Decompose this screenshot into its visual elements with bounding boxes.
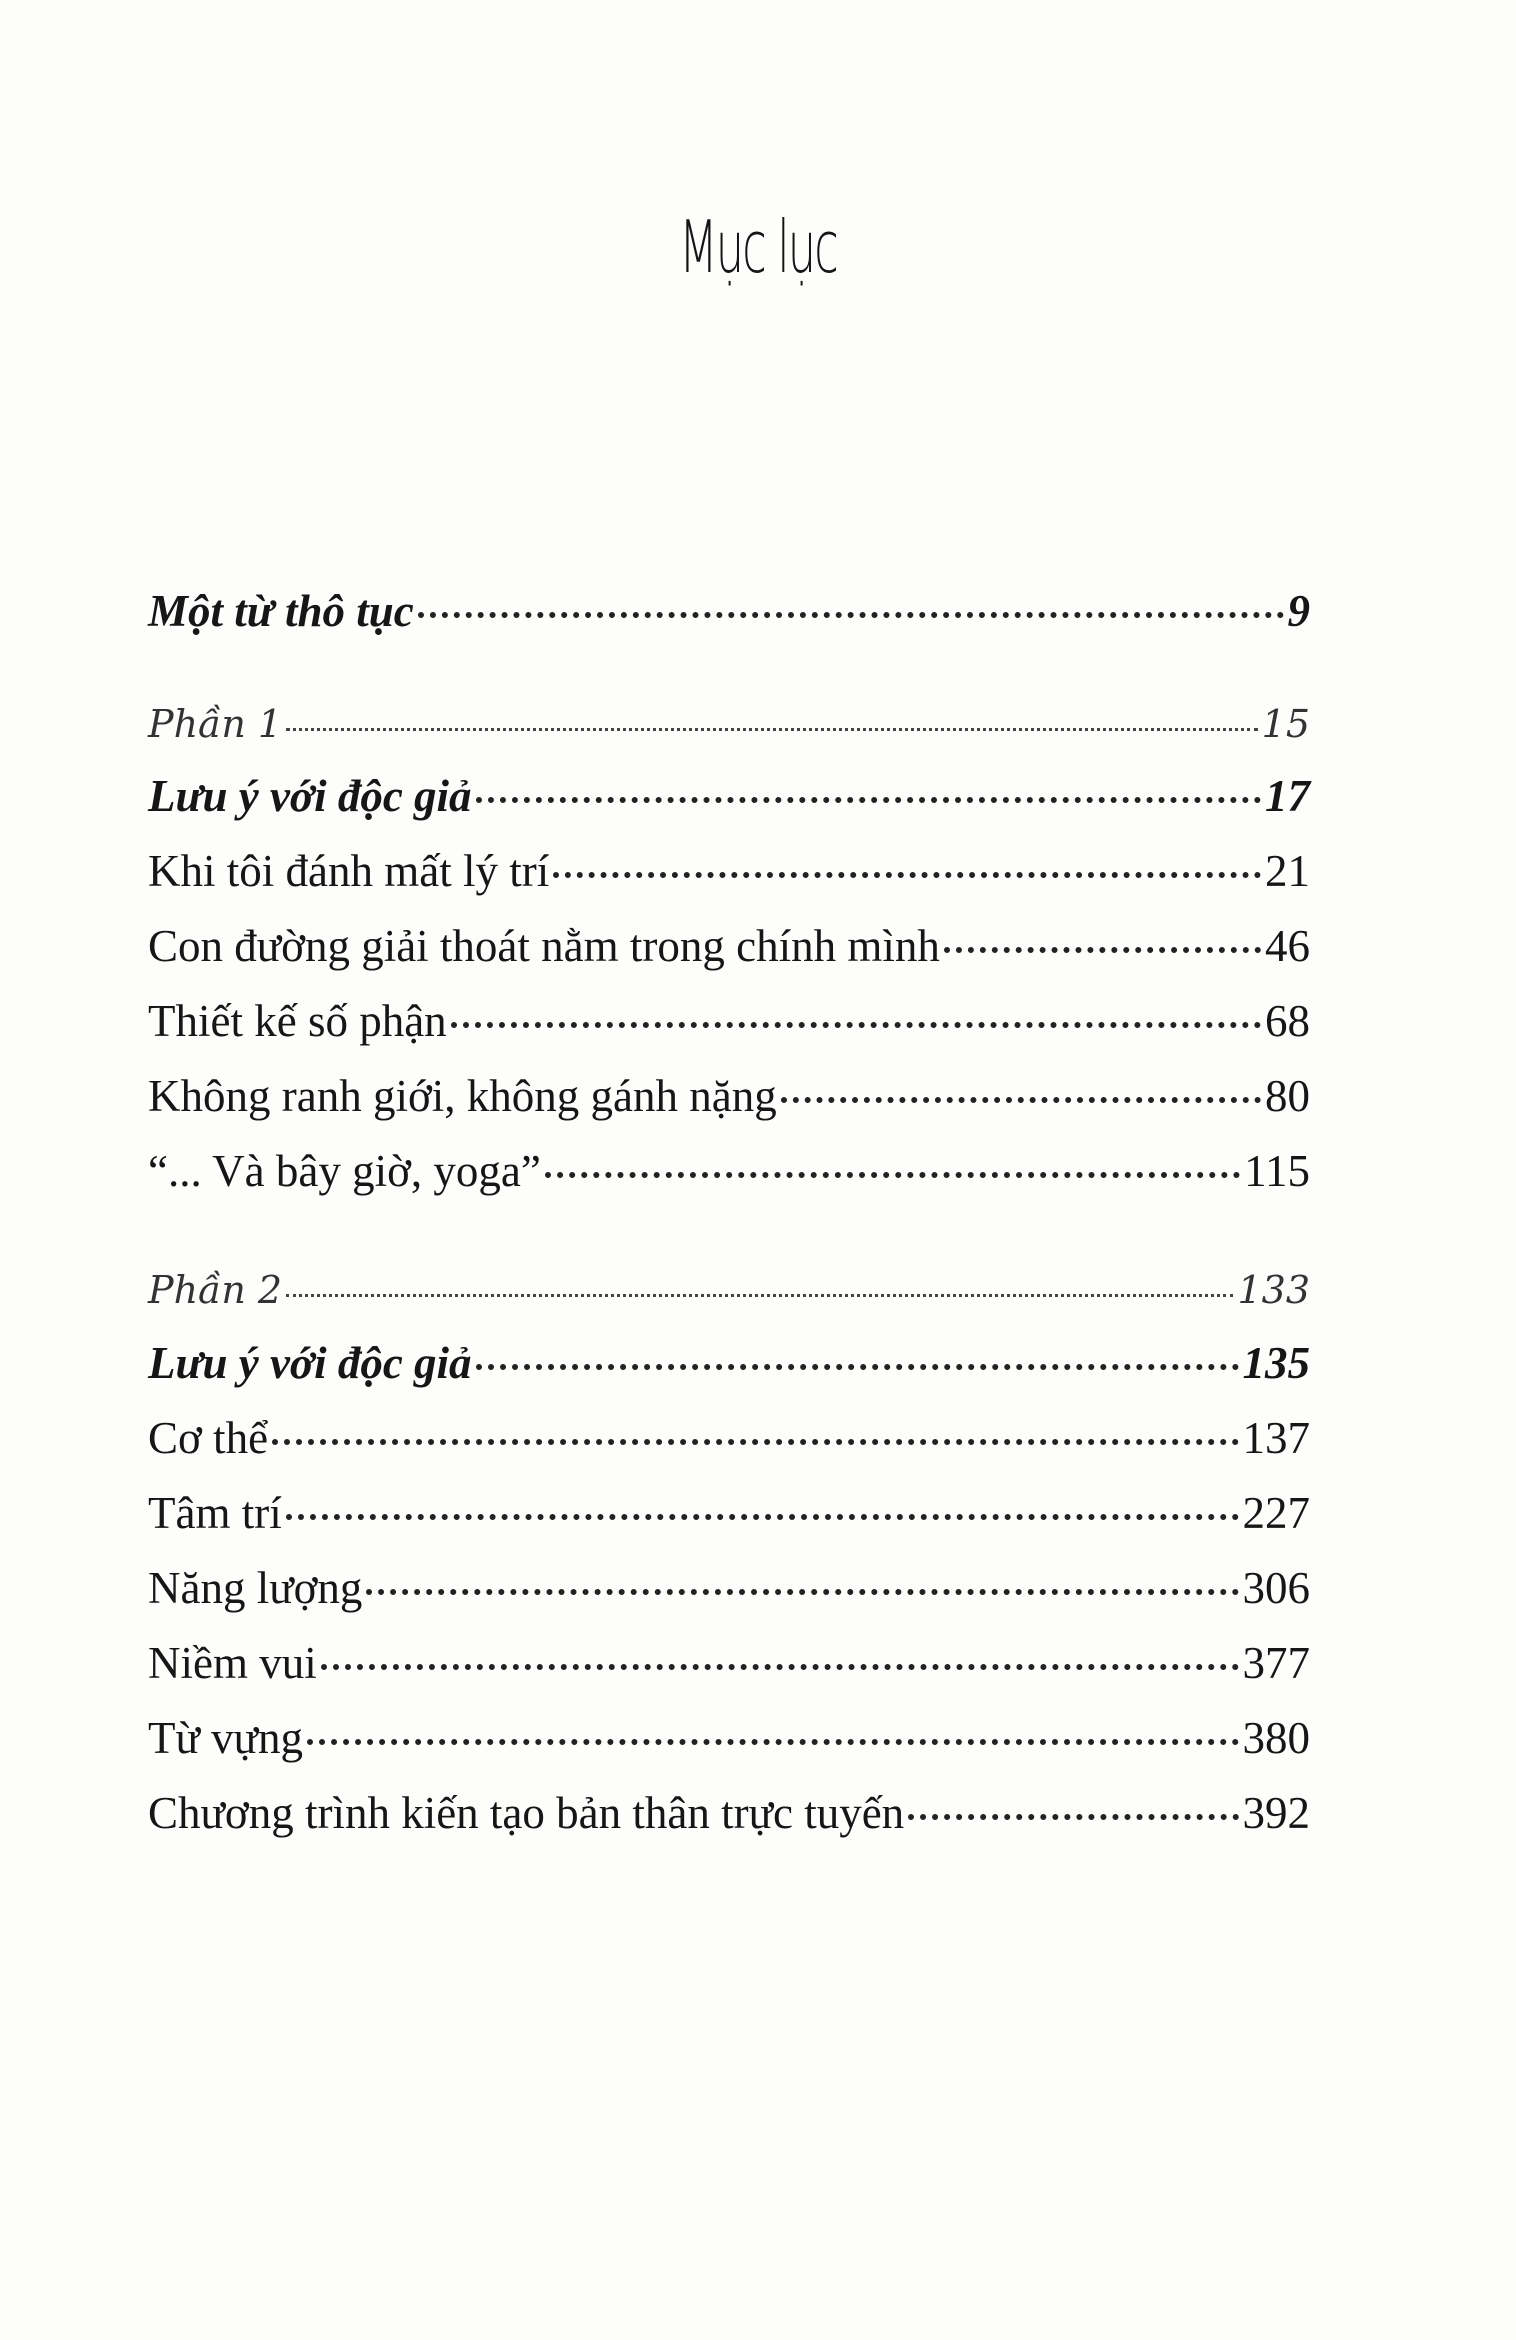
toc-entry-page: 21 bbox=[1265, 846, 1310, 896]
dot-leader bbox=[286, 728, 1258, 731]
toc-entry[interactable] bbox=[148, 1337, 1310, 1389]
toc-entry-label: Cơ thể bbox=[148, 1413, 269, 1463]
toc-entry-page: 380 bbox=[1242, 1713, 1310, 1763]
toc-part-label: Phần 1 bbox=[148, 702, 283, 746]
dot-leader bbox=[476, 1364, 1239, 1370]
dot-leader bbox=[908, 1814, 1238, 1820]
toc-entry-intro[interactable] bbox=[148, 585, 1310, 637]
toc-entry-page: 68 bbox=[1265, 996, 1310, 1046]
toc-entry[interactable] bbox=[148, 845, 1310, 897]
toc-entry[interactable] bbox=[148, 1145, 1310, 1197]
toc-part-label: Phần 2 bbox=[148, 1268, 283, 1312]
dot-leader bbox=[286, 1514, 1239, 1520]
toc-entry-label: Lưu ý với độc giả bbox=[148, 1338, 472, 1388]
toc-entry-label: Tâm trí bbox=[148, 1488, 282, 1538]
toc-entry-label: Niềm vui bbox=[148, 1638, 317, 1688]
toc-entry-label: Một từ thô tục bbox=[148, 586, 414, 636]
toc-entry[interactable] bbox=[148, 1712, 1310, 1764]
toc-part-page: 15 bbox=[1261, 702, 1310, 746]
toc-entry-page: 137 bbox=[1242, 1413, 1310, 1463]
toc-part-page: 133 bbox=[1237, 1268, 1310, 1312]
dot-leader bbox=[451, 1022, 1261, 1028]
page-title: Mục lục bbox=[679, 205, 837, 289]
toc-entry[interactable] bbox=[148, 1487, 1310, 1539]
toc-entry[interactable] bbox=[148, 920, 1310, 972]
toc-entry[interactable] bbox=[148, 1787, 1310, 1839]
toc-entry-label: Không ranh giới, không gánh nặng bbox=[148, 1071, 777, 1121]
toc-entry[interactable] bbox=[148, 1637, 1310, 1689]
toc-entry-label: Lưu ý với độc giả bbox=[148, 771, 472, 821]
dot-leader bbox=[781, 1097, 1261, 1103]
dot-leader bbox=[545, 1172, 1240, 1178]
toc-entry-label: “... Và bây giờ, yoga” bbox=[148, 1146, 541, 1196]
toc-entry-page: 377 bbox=[1242, 1638, 1310, 1688]
toc-entry-label: Từ vựng bbox=[148, 1713, 304, 1763]
toc-entry[interactable] bbox=[148, 1562, 1310, 1614]
dot-leader bbox=[476, 797, 1261, 803]
toc-entry-page: 135 bbox=[1242, 1338, 1310, 1388]
toc-entry-page: 306 bbox=[1242, 1563, 1310, 1613]
toc-entry-label: Chương trình kiến tạo bản thân trực tuyến bbox=[148, 1788, 905, 1838]
toc-entry-page: 17 bbox=[1265, 771, 1310, 821]
toc-entry[interactable] bbox=[148, 1070, 1310, 1122]
toc-entry-page: 227 bbox=[1242, 1488, 1310, 1538]
dot-leader bbox=[307, 1739, 1238, 1745]
toc-entry-page: 392 bbox=[1242, 1788, 1310, 1838]
toc-entry-label: Năng lượng bbox=[148, 1563, 363, 1613]
toc-entry-page: 46 bbox=[1265, 921, 1310, 971]
toc-entry-page: 115 bbox=[1244, 1146, 1310, 1196]
toc-part-1-heading[interactable] bbox=[148, 702, 1310, 746]
toc-entry-page: 80 bbox=[1265, 1071, 1310, 1121]
dot-leader bbox=[366, 1589, 1238, 1595]
toc-entry[interactable] bbox=[148, 1412, 1310, 1464]
dot-leader bbox=[321, 1664, 1239, 1670]
dot-leader bbox=[272, 1439, 1238, 1445]
dot-leader bbox=[286, 1294, 1233, 1297]
toc-entry-label: Thiết kế số phận bbox=[148, 996, 447, 1046]
dot-leader bbox=[553, 872, 1261, 878]
toc-entry-label: Khi tôi đánh mất lý trí bbox=[148, 846, 550, 896]
dot-leader bbox=[944, 947, 1261, 953]
toc-entry[interactable] bbox=[148, 995, 1310, 1047]
dot-leader bbox=[418, 612, 1284, 618]
toc-entry-page: 9 bbox=[1287, 586, 1310, 636]
toc-part-2-heading[interactable] bbox=[148, 1268, 1310, 1312]
toc-entry-label: Con đường giải thoát nằm trong chính mình bbox=[148, 921, 940, 971]
toc-entry[interactable] bbox=[148, 770, 1310, 822]
